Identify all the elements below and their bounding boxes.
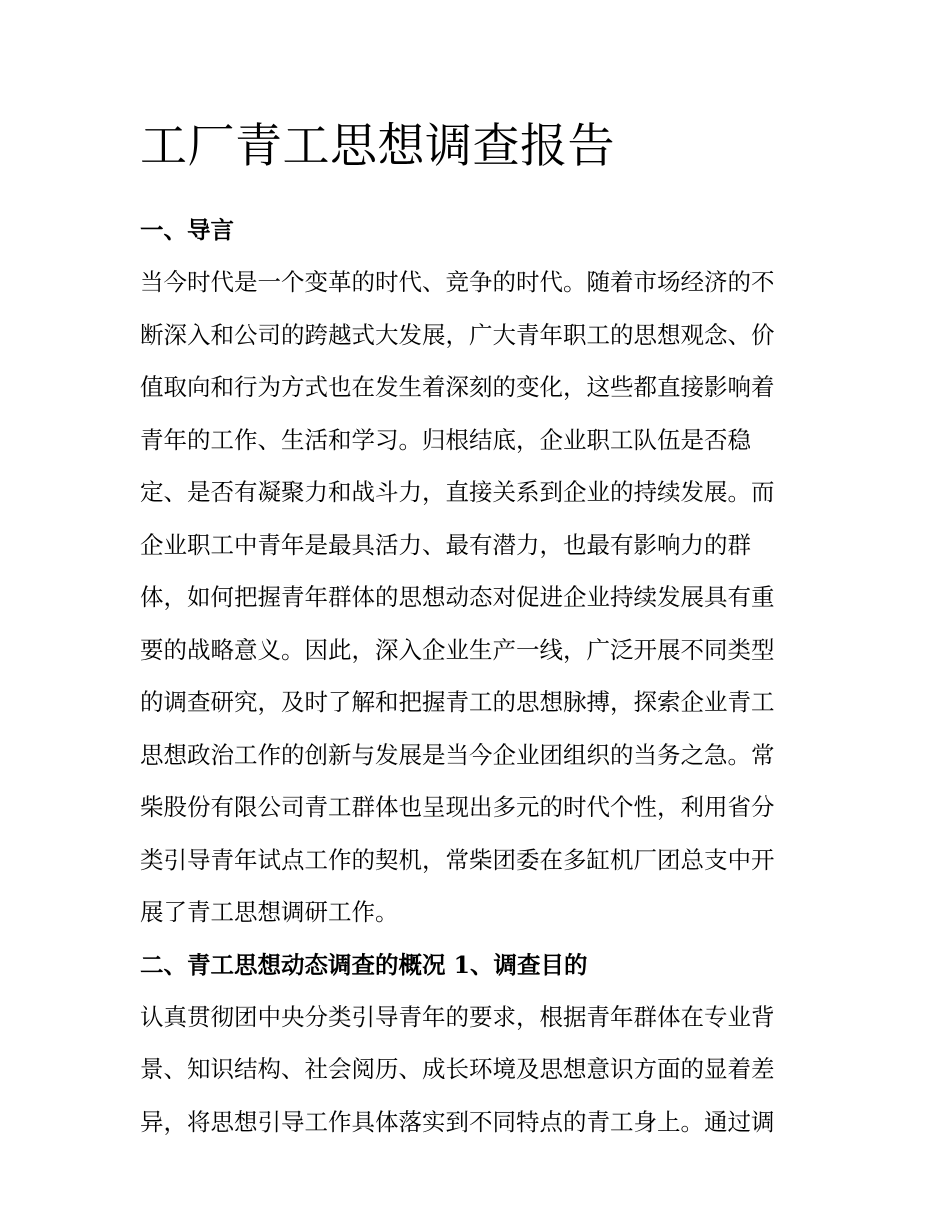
text-line: 思想政治工作的创新与发展是当今企业团组织的当务之急。常 <box>140 740 775 769</box>
paragraph-introduction <box>140 256 830 939</box>
text-line: 值取向和行为方式也在发生着深刻的变化，这些都直接影响着 <box>140 373 775 401</box>
text-line: 认真贯彻团中央分类引导青年的要求，根据青年群体在专业背 <box>140 1002 775 1031</box>
text-line: 要的战略意义。因此，深入企业生产一线，广泛开展不同类型 <box>140 635 775 664</box>
text-line: 青年的工作、生活和学习。归根结底，企业职工队伍是否稳 <box>140 425 751 454</box>
text-line: 的调查研究，及时了解和把握青工的思想脉搏，探索企业青工 <box>140 688 775 716</box>
text-line: 断深入和公司的跨越式大发展，广大青年职工的思想观念、价 <box>140 320 775 349</box>
section-heading-survey-overview: 二、青工思想动态调查的概况 1、调查目的 <box>140 950 588 979</box>
text-line: 当今时代是一个变革的时代、竞争的时代。随着市场经济的不 <box>140 268 775 296</box>
document-title: 工厂青工思想调查报告 <box>140 119 615 174</box>
section-heading-introduction: 一、导言 <box>140 216 234 244</box>
text-line: 异，将思想引导工作具体落实到不同特点的青工身上。通过调 <box>140 1107 775 1136</box>
text-line: 体，如何把握青年群体的思想动态对促进企业持续发展具有重 <box>140 583 775 611</box>
paragraph-survey-purpose <box>140 991 830 1149</box>
text-line: 定、是否有凝聚力和战斗力，直接关系到企业的持续发展。而 <box>140 478 775 506</box>
text-line: 景、知识结构、社会阅历、成长环境及思想意识方面的显着差 <box>140 1055 775 1083</box>
text-line: 柴股份有限公司青工群体也呈现出多元的时代个性，利用省分 <box>140 793 775 821</box>
text-line: 企业职工中青年是最具活力、最有潜力，也最有影响力的群 <box>140 530 751 559</box>
text-line: 展了青工思想调研工作。 <box>140 898 399 926</box>
text-line: 类引导青年试点工作的契机，常柴团委在多缸机厂团总支中开 <box>140 845 775 874</box>
